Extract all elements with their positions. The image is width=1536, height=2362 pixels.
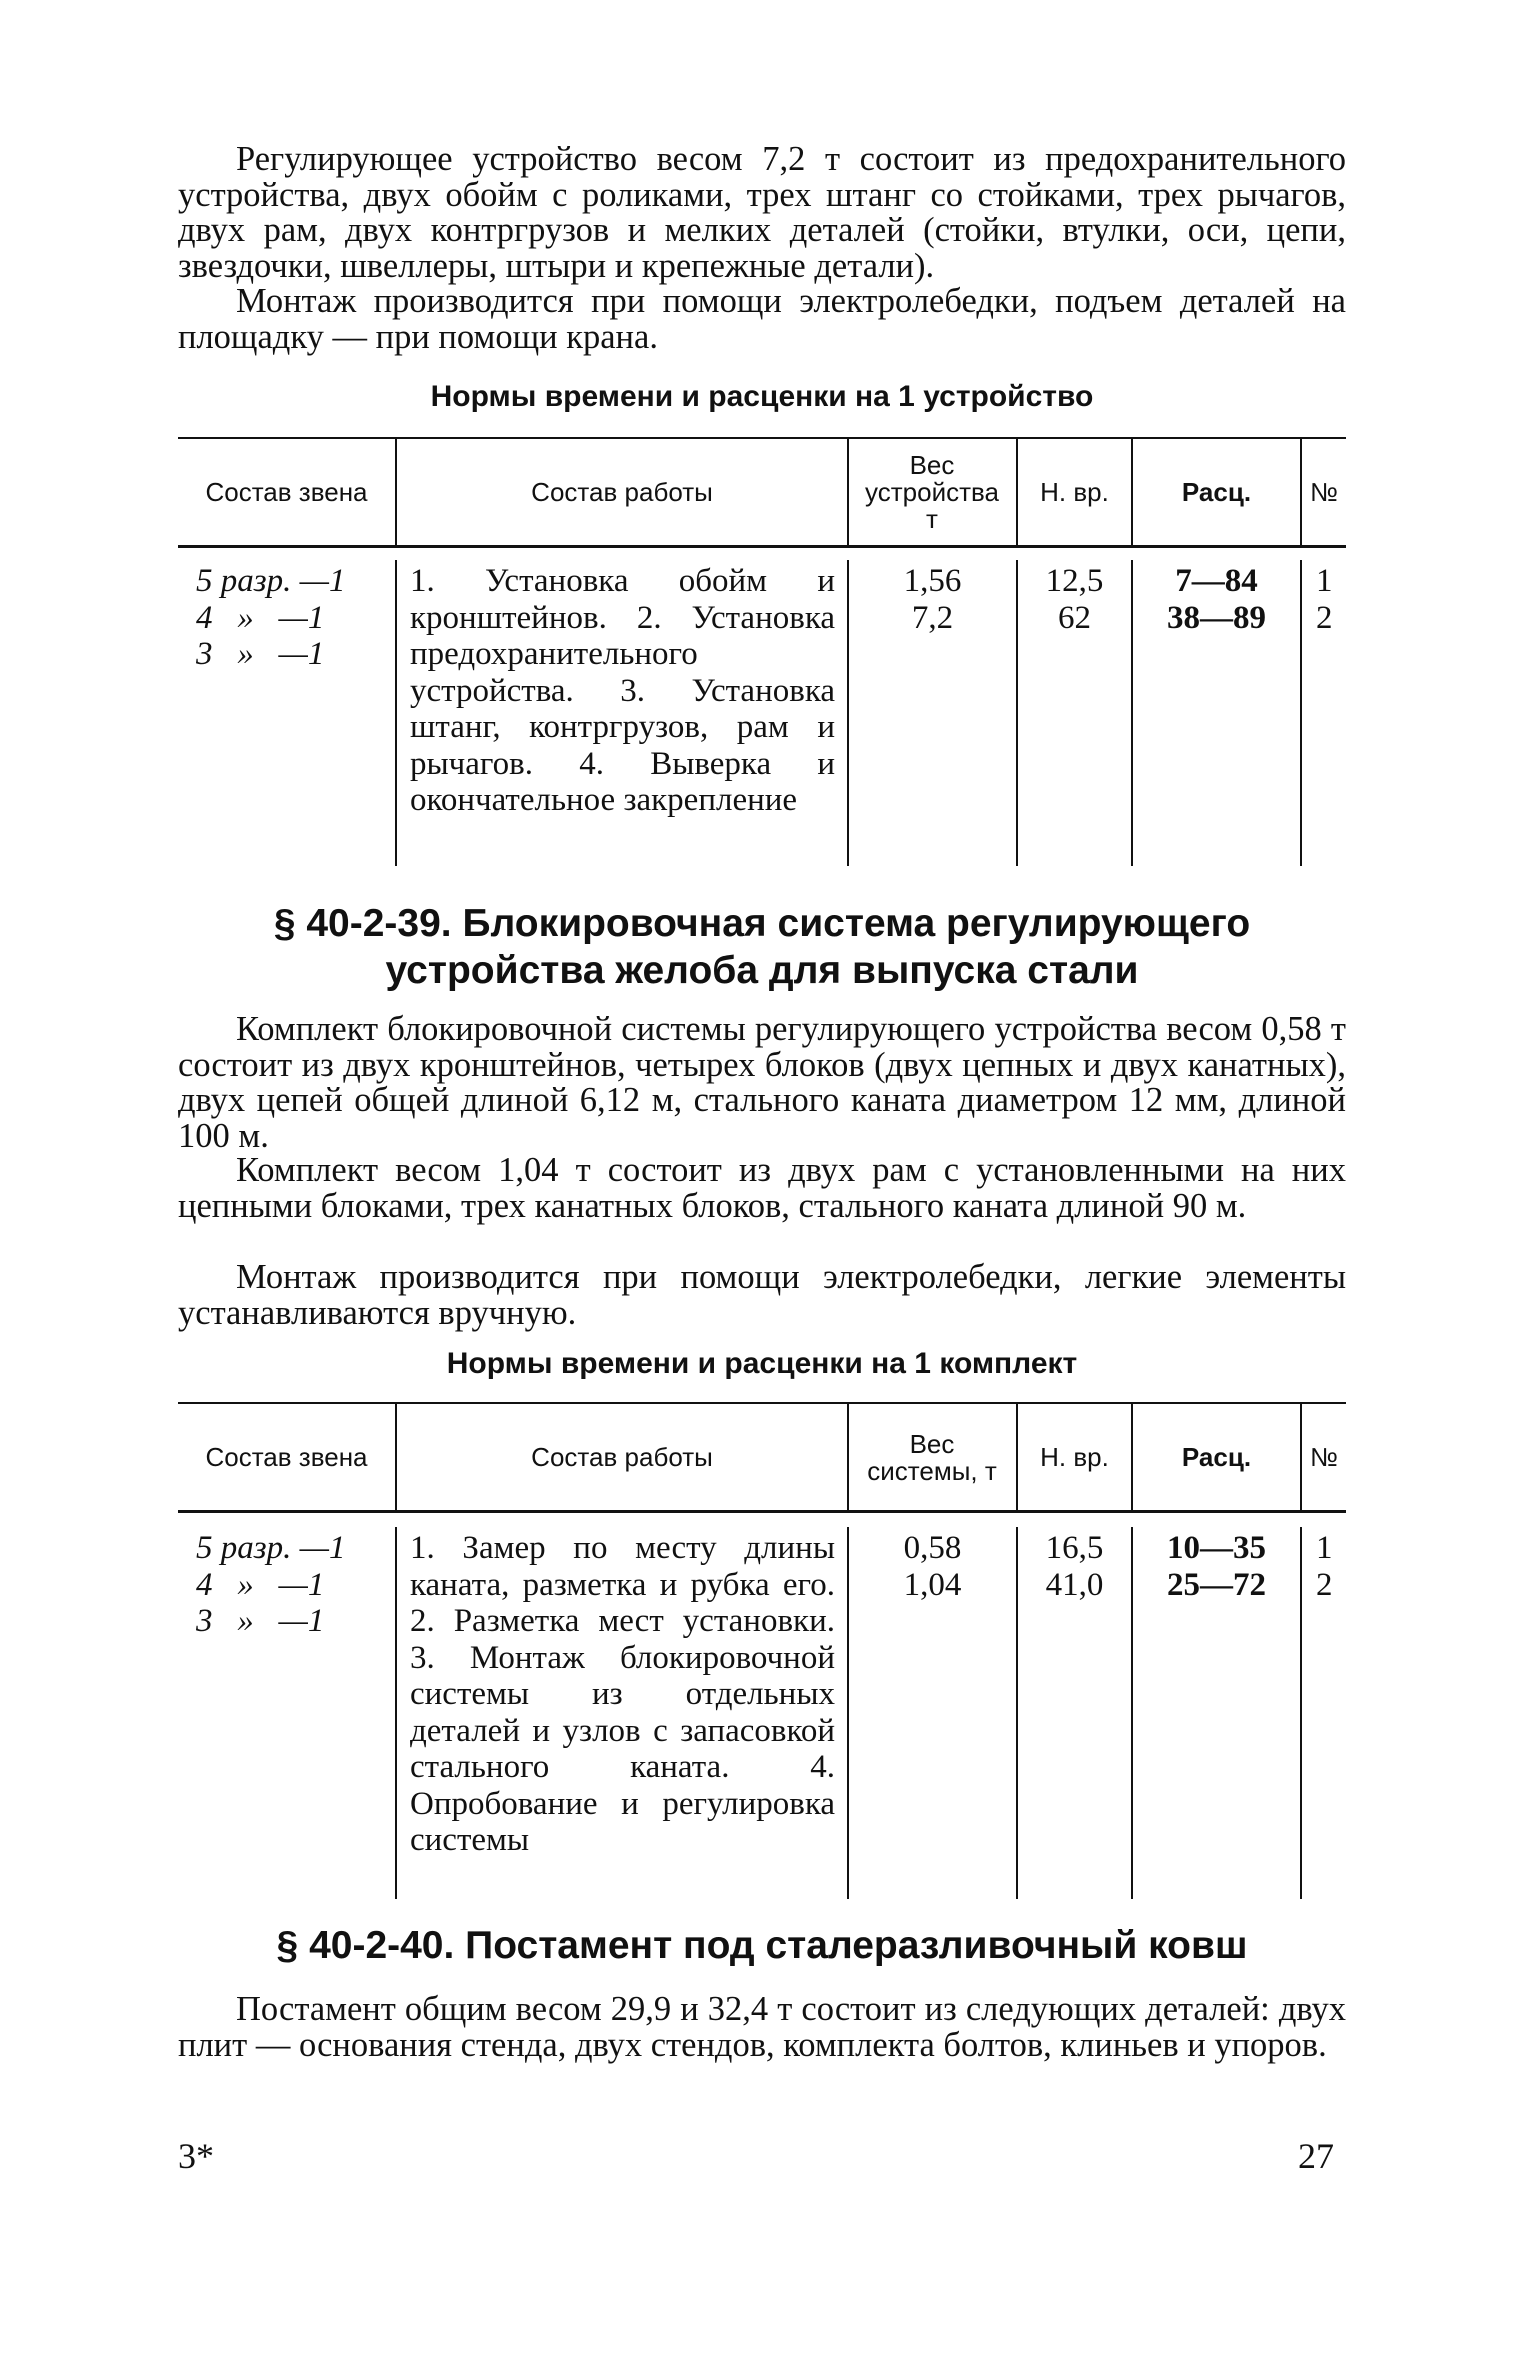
table2-header-rate: Расц. bbox=[1181, 1442, 1252, 1472]
crew-line: 3 » —1 bbox=[196, 1603, 325, 1639]
crew-line: 5 разр. —1 bbox=[196, 1530, 346, 1566]
rate-value: 38—89 bbox=[1167, 599, 1266, 636]
table2-header-rule bbox=[178, 1510, 1346, 1513]
table1-caption: Нормы времени и расценки на 1 устройство bbox=[430, 380, 1094, 413]
table2-vline bbox=[1300, 1527, 1302, 1899]
crew-line: 4 » —1 bbox=[196, 1566, 325, 1603]
norm-value: 12,5 bbox=[1045, 563, 1104, 599]
crew-line: 3 » —1 bbox=[196, 636, 325, 672]
section-39-paragraph-2: Комплект весом 1,04 т состоит из двух рам с установленными на них цепными блоками, трех канатных блоков, стального каната длиной 90 м. bbox=[178, 1151, 1346, 1225]
table1-header-crew: Состав звена bbox=[205, 477, 368, 507]
crew-line: 4 » —1 bbox=[196, 599, 325, 636]
table1-vline bbox=[1300, 560, 1302, 866]
table2-numbers bbox=[1316, 1530, 1346, 1603]
table2-header-crew: Состав звена bbox=[205, 1442, 368, 1472]
rate-value: 7—84 bbox=[1175, 563, 1258, 599]
table2-header-number: № bbox=[1310, 1442, 1338, 1472]
table2-top-rule bbox=[178, 1402, 1346, 1404]
weight-value: 7,2 bbox=[911, 599, 954, 636]
table2-header-weight: Вес системы, т bbox=[867, 1428, 997, 1486]
weight-value: 0,58 bbox=[903, 1530, 962, 1566]
norm-value: 62 bbox=[1058, 599, 1091, 636]
section-40-paragraph-1: Постамент общим весом 29,9 и 32,4 т состоит из следующих деталей: двух плит — основания стенда, двух стендов, комплекта болтов, клиньев и упоров. bbox=[178, 1990, 1346, 2064]
section-39-paragraph-1: Комплект блокировочной системы регулирующего устройства весом 0,58 т состоит из двух кронштейнов, четырех блоков (двух цепных и двух канатных), двух цепей общей длиной 6,12 м, стального каната диаметром 12 мм, длиной 100 м. bbox=[178, 1010, 1346, 1155]
table1-header-weight: Вес устройства т bbox=[865, 450, 999, 534]
norm-value: 41,0 bbox=[1045, 1566, 1104, 1603]
table1-weights bbox=[849, 563, 1016, 636]
table2-work-description: 1. Замер по месту длины каната, разметка и рубка его. 2. Разметка мест установки. 3. Монтаж блокировочной системы из отдельных деталей и узлов с запасовкой стального каната. 4. Опробование и регулировка системы bbox=[410, 1530, 835, 1858]
table2-caption: Нормы времени и расценки на 1 комплект bbox=[446, 1347, 1078, 1380]
table1-vline bbox=[847, 437, 849, 545]
row-number: 1 bbox=[1316, 1530, 1333, 1566]
table1-header-number: № bbox=[1310, 477, 1338, 507]
intro-paragraph-2: Монтаж производится при помощи электролебедки, подъем деталей на площадку — при помощи крана. bbox=[178, 282, 1346, 356]
table1-work-description: 1. Установка обойм и кронштейнов. 2. Установка предохранительного устройства. 3. Установка штанг, контргрузов, рам и рычагов. 4. Выверка и окончательное закрепление bbox=[410, 563, 835, 818]
table1-top-rule bbox=[178, 437, 1346, 439]
intro-paragraph-1: Регулирующее устройство весом 7,2 т состоит из предохранительного устройства, двух обойм с роликами, трех штанг со стойками, трех рычагов, двух рам, двух контргрузов и мелких деталей (стойки, втулки, оси, цепи, звездочки, швеллеры, штыри и крепежные детали). bbox=[178, 140, 1346, 285]
crew-line: 5 разр. —1 bbox=[196, 563, 346, 599]
row-number: 2 bbox=[1316, 1566, 1333, 1603]
table1-vline bbox=[395, 560, 397, 866]
table1-header-norm: Н. вр. bbox=[1040, 477, 1109, 507]
table1-rates bbox=[1133, 563, 1300, 636]
table1-crew bbox=[196, 563, 386, 673]
norm-value: 16,5 bbox=[1045, 1530, 1104, 1566]
table2-norms bbox=[1018, 1530, 1131, 1603]
table1-norms bbox=[1018, 563, 1131, 636]
section-40-heading: § 40-2-40. Постамент под сталеразливочный ковш bbox=[276, 1924, 1248, 1967]
weight-value: 1,56 bbox=[903, 563, 962, 599]
table1-header-rate: Расц. bbox=[1181, 477, 1252, 507]
table2-rates bbox=[1133, 1530, 1300, 1603]
table1-header-rule bbox=[178, 545, 1346, 548]
table1-header-work: Состав работы bbox=[531, 477, 713, 507]
table2-weights bbox=[849, 1530, 1016, 1603]
row-number: 2 bbox=[1316, 599, 1333, 636]
signature-mark: 3* bbox=[178, 2136, 214, 2176]
section-39-heading: § 40-2-39. Блокировочная система регулирующего устройства желоба для выпуска стали bbox=[273, 902, 1251, 992]
table2-header-work: Состав работы bbox=[531, 1442, 713, 1472]
table2-vline bbox=[847, 1402, 849, 1510]
rate-value: 10—35 bbox=[1167, 1530, 1266, 1566]
table1-numbers bbox=[1316, 563, 1346, 636]
weight-value: 1,04 bbox=[903, 1566, 962, 1603]
page-number: 27 bbox=[1298, 2136, 1334, 2176]
table2-crew bbox=[196, 1530, 386, 1640]
table2-vline bbox=[395, 1527, 397, 1899]
section-39-paragraph-3: Монтаж производится при помощи электролебедки, легкие элементы устанавливаются вручную. bbox=[178, 1258, 1346, 1332]
row-number: 1 bbox=[1316, 563, 1333, 599]
rate-value: 25—72 bbox=[1167, 1566, 1266, 1603]
table2-header-norm: Н. вр. bbox=[1040, 1442, 1109, 1472]
